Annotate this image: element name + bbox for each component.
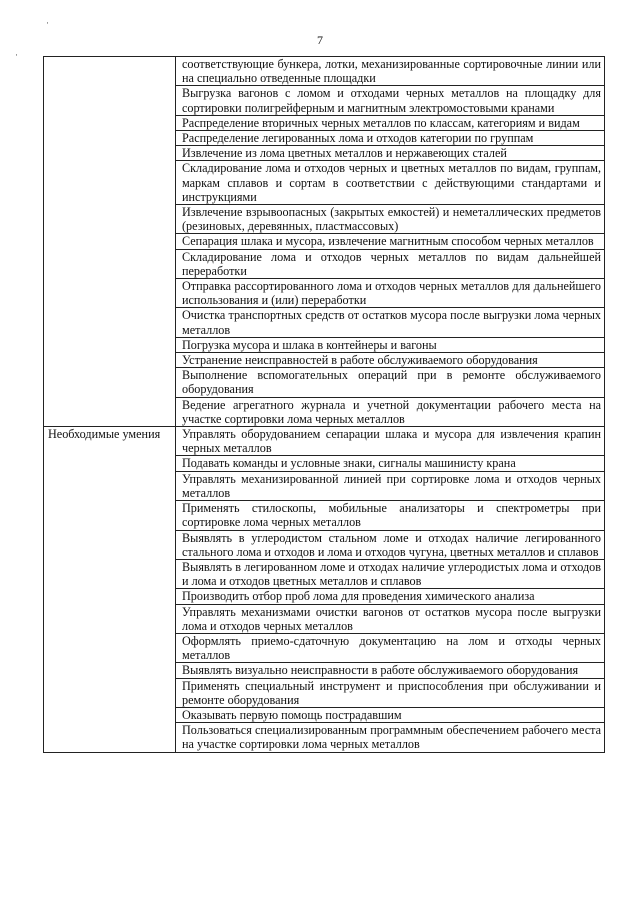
scan-dot: · [46, 18, 49, 28]
table-cell-text: Распределение легированных лома и отходов категории по группам [176, 131, 605, 146]
table-cell-text: Отправка рассортированного лома и отходов черных металлов для дальнейшего использования и (или) переработки [176, 279, 605, 308]
table-cell-text: Погрузка мусора и шлака в контейнеры и вагоны [176, 337, 605, 352]
section-label [44, 57, 176, 427]
table-cell-text: Распределение вторичных черных металлов по классам, категориям и видам [176, 115, 605, 130]
table-cell-text: Выявлять визуально неисправности в работе обслуживаемого оборудования [176, 663, 605, 678]
table-cell-text: Применять специальный инструмент и приспособления при обслуживании и ремонте оборудования [176, 678, 605, 707]
table-cell-text: Оформлять приемо-сдаточную документацию на лом и отходы черных металлов [176, 633, 605, 662]
table-cell-text: Складирование лома и отходов черных металлов по видам дальнейшей переработки [176, 249, 605, 278]
table-row [44, 427, 605, 456]
table-cell-text: Извлечение взрывоопасных (закрытых емкостей) и неметаллических предметов (резиновых, деревянных, пластмассовых) [176, 205, 605, 234]
table-cell-text: Очистка транспортных средств от остатков мусора после выгрузки лома черных металлов [176, 308, 605, 337]
table-cell-text: Управлять механизмами очистки вагонов от остатков мусора после выгрузки лома и отходов черных металлов [176, 604, 605, 633]
table-cell-text: соответствующие бункера, лотки, механизированные сортировочные линии или на специально отведенные площадки [176, 57, 605, 86]
section-label: Необходимые умения [44, 427, 176, 752]
table-cell-text: Подавать команды и условные знаки, сигналы машинисту крана [176, 456, 605, 471]
table-cell-text: Выявлять в углеродистом стальном ломе и отходах наличие легированного стального лома и отходов и лома и отходов чугуна, цветных металлов и сплавов [176, 530, 605, 559]
table-cell-text: Извлечение из лома цветных металлов и нержавеющих сталей [176, 146, 605, 161]
table-cell-text: Ведение агрегатного журнала и учетной документации рабочего места на участке сортировки лома черных металлов [176, 397, 605, 426]
scan-dot: · [15, 50, 18, 60]
table-cell-text: Управлять механизированной линией при сортировке лома и отходов черных металлов [176, 471, 605, 500]
table-body [44, 57, 605, 753]
table-cell-text: Выявлять в легированном ломе и отходах наличие углеродистых лома и отходов и лома и отходов цветных металлов и сплавов [176, 559, 605, 588]
table-cell-text: Выгрузка вагонов с ломом и отходами черных металлов на площадку для сортировки полигрейферным и магнитным электромостовыми кранами [176, 86, 605, 115]
qualification-table [43, 56, 605, 753]
table-cell-text: Пользоваться специализированным программным обеспечением рабочего места на участке сортировки лома черных металлов [176, 723, 605, 752]
table-cell-text: Оказывать первую помощь пострадавшим [176, 707, 605, 722]
table-cell-text: Сепарация шлака и мусора, извлечение магнитным способом черных металлов [176, 234, 605, 249]
table-cell-text: Управлять оборудованием сепарации шлака и мусора для извлечения крапин черных металлов [176, 427, 605, 456]
page-number: 7 [317, 33, 323, 47]
table-cell-text: Устранение неисправностей в работе обслуживаемого оборудования [176, 353, 605, 368]
table-cell-text: Производить отбор проб лома для проведения химического анализа [176, 589, 605, 604]
table-cell-text: Выполнение вспомогательных операций при в ремонте обслуживаемого оборудования [176, 368, 605, 397]
table-cell-text: Применять стилоскопы, мобильные анализаторы и спектрометры при сортировке лома черных металлов [176, 501, 605, 530]
table-cell-text: Складирование лома и отходов черных и цветных металлов по видам, группам, маркам сплавов и сортам в соответствии с действующими стандартами и инструкциями [176, 161, 605, 205]
table-row [44, 57, 605, 86]
